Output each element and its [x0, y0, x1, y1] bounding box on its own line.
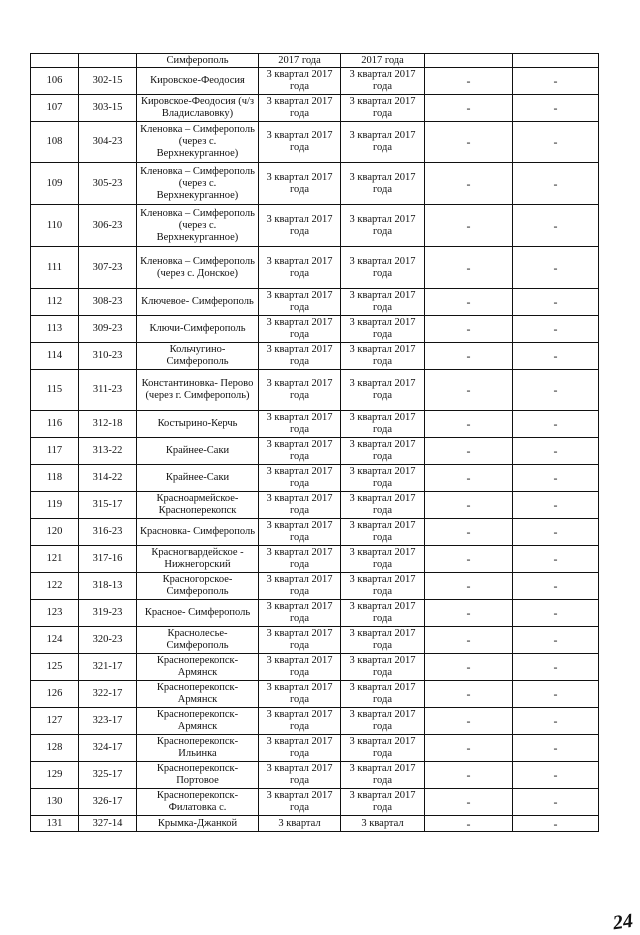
cell-col6: - — [425, 316, 513, 343]
cell-end: 3 квартал 2017 года — [341, 343, 425, 370]
cell-route: Ключи-Симферополь — [137, 316, 259, 343]
table-row — [31, 573, 599, 600]
cell-route: Кольчугино- Симферополь — [137, 343, 259, 370]
cell-end: 3 квартал 2017 года — [341, 708, 425, 735]
cell-code: 316-23 — [79, 519, 137, 546]
cell-end: 3 квартал 2017 года — [341, 600, 425, 627]
cell-route: Ключевое- Симферополь — [137, 289, 259, 316]
cell-end: 3 квартал 2017 года — [341, 627, 425, 654]
cell-col7: - — [513, 708, 599, 735]
cell-route: Крайнее-Саки — [137, 465, 259, 492]
cell-code: 322-17 — [79, 681, 137, 708]
cell-end: 3 квартал 2017 года — [341, 438, 425, 465]
cell-col6: - — [425, 708, 513, 735]
cell-code: 319-23 — [79, 600, 137, 627]
cell-col7: - — [513, 600, 599, 627]
cell-col7: - — [513, 681, 599, 708]
cell-number: 118 — [31, 465, 79, 492]
cell-route: Кленовка – Симферополь (через с. Верхнекурганное) — [137, 205, 259, 247]
cell-code: 305-23 — [79, 163, 137, 205]
table-row — [31, 681, 599, 708]
cell-route: Красновка- Симферополь — [137, 519, 259, 546]
table-row — [31, 343, 599, 370]
cell-col6: - — [425, 546, 513, 573]
cell-code: 324-17 — [79, 735, 137, 762]
cell-route: Красноармейское- Красноперекопск — [137, 492, 259, 519]
cell-end: 3 квартал 2017 года — [341, 519, 425, 546]
table-row-continued — [31, 54, 599, 68]
cell-end: 3 квартал 2017 года — [341, 654, 425, 681]
cell-end: 3 квартал 2017 года — [341, 370, 425, 411]
cell-number: 109 — [31, 163, 79, 205]
cell-route: Красноперекопск- Филатовка с. — [137, 789, 259, 816]
cell-code: 314-22 — [79, 465, 137, 492]
cell-route: Кленовка – Симферополь (через с. Верхнекурганное) — [137, 122, 259, 163]
cell-end: 3 квартал 2017 года — [341, 735, 425, 762]
cell-col7: - — [513, 519, 599, 546]
table-row — [31, 816, 599, 832]
table-row — [31, 492, 599, 519]
cell-number: 123 — [31, 600, 79, 627]
cell-number: 128 — [31, 735, 79, 762]
cell-number: 106 — [31, 68, 79, 95]
cell-start: 3 квартал 2017 года — [259, 573, 341, 600]
cell-col7: - — [513, 316, 599, 343]
cell-number: 107 — [31, 95, 79, 122]
cell-route: Костырино-Керчь — [137, 411, 259, 438]
table-row — [31, 370, 599, 411]
cell-col6: - — [425, 438, 513, 465]
cell-route: Красноперекопск- Ильинка — [137, 735, 259, 762]
cell-col7: - — [513, 816, 599, 832]
cell-col6: - — [425, 492, 513, 519]
cell-number: 130 — [31, 789, 79, 816]
cell-col6: - — [425, 343, 513, 370]
cell-code: 326-17 — [79, 789, 137, 816]
cell-end: 3 квартал 2017 года — [341, 789, 425, 816]
cell-start: 3 квартал 2017 года — [259, 316, 341, 343]
cell-start: 3 квартал 2017 года — [259, 654, 341, 681]
cell-code: 327-14 — [79, 816, 137, 832]
table-row — [31, 122, 599, 163]
cell-col7: - — [513, 205, 599, 247]
cell-code: 306-23 — [79, 205, 137, 247]
cell-code: 318-13 — [79, 573, 137, 600]
cell-route: Красное- Симферополь — [137, 600, 259, 627]
cell-route: Кленовка – Симферополь (через с. Верхнекурганное) — [137, 163, 259, 205]
cell-start: 3 квартал 2017 года — [259, 600, 341, 627]
cell-route: Краснолесье- Симферополь — [137, 627, 259, 654]
table-row — [31, 546, 599, 573]
cell-col7: - — [513, 247, 599, 289]
cell-col6: - — [425, 789, 513, 816]
cell-number: 110 — [31, 205, 79, 247]
cell-route: Симферополь — [137, 54, 259, 68]
cell-number: 121 — [31, 546, 79, 573]
cell-route: Красногорское- Симферополь — [137, 573, 259, 600]
cell-route: Красноперекопск- Портовое — [137, 762, 259, 789]
cell-number: 119 — [31, 492, 79, 519]
cell-number: 129 — [31, 762, 79, 789]
cell-col7: - — [513, 762, 599, 789]
cell-col7: - — [513, 370, 599, 411]
cell-code: 307-23 — [79, 247, 137, 289]
cell-col6 — [425, 54, 513, 68]
cell-route: Кировское-Феодосия (ч/з Владиславовку) — [137, 95, 259, 122]
cell-col7: - — [513, 546, 599, 573]
cell-col7: - — [513, 654, 599, 681]
cell-start: 3 квартал 2017 года — [259, 708, 341, 735]
cell-number: 111 — [31, 247, 79, 289]
cell-col7 — [513, 54, 599, 68]
cell-start: 3 квартал 2017 года — [259, 465, 341, 492]
cell-end: 3 квартал 2017 года — [341, 573, 425, 600]
cell-start: 2017 года — [259, 54, 341, 68]
table-row — [31, 600, 599, 627]
cell-col6: - — [425, 163, 513, 205]
cell-col7: - — [513, 289, 599, 316]
cell-col7: - — [513, 68, 599, 95]
cell-end: 2017 года — [341, 54, 425, 68]
schedule-table — [30, 53, 599, 832]
table-row — [31, 316, 599, 343]
table-row — [31, 205, 599, 247]
cell-number: 120 — [31, 519, 79, 546]
cell-col6: - — [425, 122, 513, 163]
cell-end: 3 квартал 2017 года — [341, 68, 425, 95]
cell-start: 3 квартал 2017 года — [259, 546, 341, 573]
cell-col7: - — [513, 627, 599, 654]
cell-route: Кленовка – Симферополь (через с. Донское) — [137, 247, 259, 289]
cell-code: 313-22 — [79, 438, 137, 465]
table-row — [31, 627, 599, 654]
table-row — [31, 789, 599, 816]
cell-code: 303-15 — [79, 95, 137, 122]
table-row — [31, 438, 599, 465]
cell-col7: - — [513, 735, 599, 762]
cell-start: 3 квартал 2017 года — [259, 95, 341, 122]
cell-code: 304-23 — [79, 122, 137, 163]
cell-col6: - — [425, 247, 513, 289]
cell-col6: - — [425, 370, 513, 411]
cell-number: 114 — [31, 343, 79, 370]
page-number: 24 — [611, 909, 635, 935]
cell-col6: - — [425, 654, 513, 681]
cell-end: 3 квартал 2017 года — [341, 465, 425, 492]
cell-route: Крымка-Джанкой — [137, 816, 259, 832]
cell-col6: - — [425, 573, 513, 600]
cell-col6: - — [425, 465, 513, 492]
cell-end: 3 квартал 2017 года — [341, 546, 425, 573]
cell-col6: - — [425, 95, 513, 122]
table-row — [31, 465, 599, 492]
cell-end: 3 квартал 2017 года — [341, 205, 425, 247]
cell-start: 3 квартал — [259, 816, 341, 832]
cell-code: 302-15 — [79, 68, 137, 95]
cell-start: 3 квартал 2017 года — [259, 122, 341, 163]
cell-number: 124 — [31, 627, 79, 654]
cell-start: 3 квартал 2017 года — [259, 163, 341, 205]
cell-route: Константиновка- Перово (через г. Симферополь) — [137, 370, 259, 411]
cell-col6: - — [425, 519, 513, 546]
cell-start: 3 квартал 2017 года — [259, 492, 341, 519]
cell-start: 3 квартал 2017 года — [259, 205, 341, 247]
cell-end: 3 квартал 2017 года — [341, 681, 425, 708]
cell-start: 3 квартал 2017 года — [259, 735, 341, 762]
cell-start: 3 квартал 2017 года — [259, 370, 341, 411]
schedule-table-page — [30, 53, 635, 935]
cell-number: 126 — [31, 681, 79, 708]
cell-code: 312-18 — [79, 411, 137, 438]
cell-col7: - — [513, 163, 599, 205]
cell-number: 122 — [31, 573, 79, 600]
cell-number: 113 — [31, 316, 79, 343]
cell-code: 311-23 — [79, 370, 137, 411]
cell-number: 115 — [31, 370, 79, 411]
cell-col6: - — [425, 735, 513, 762]
table-row — [31, 411, 599, 438]
cell-end: 3 квартал 2017 года — [341, 163, 425, 205]
cell-code: 325-17 — [79, 762, 137, 789]
cell-col7: - — [513, 122, 599, 163]
cell-code: 310-23 — [79, 343, 137, 370]
cell-start: 3 квартал 2017 года — [259, 519, 341, 546]
cell-start: 3 квартал 2017 года — [259, 681, 341, 708]
cell-code: 308-23 — [79, 289, 137, 316]
cell-end: 3 квартал 2017 года — [341, 95, 425, 122]
cell-route: Красноперекопск- Армянск — [137, 681, 259, 708]
cell-col6: - — [425, 627, 513, 654]
table-row — [31, 735, 599, 762]
cell-route: Красноперекопск- Армянск — [137, 708, 259, 735]
cell-number: 112 — [31, 289, 79, 316]
cell-col6: - — [425, 289, 513, 316]
cell-end: 3 квартал 2017 года — [341, 762, 425, 789]
cell-route: Кировское-Феодосия — [137, 68, 259, 95]
cell-start: 3 квартал 2017 года — [259, 789, 341, 816]
cell-start: 3 квартал 2017 года — [259, 627, 341, 654]
cell-start: 3 квартал 2017 года — [259, 411, 341, 438]
cell-number — [31, 54, 79, 68]
cell-code: 323-17 — [79, 708, 137, 735]
cell-col6: - — [425, 681, 513, 708]
cell-number: 127 — [31, 708, 79, 735]
cell-start: 3 квартал 2017 года — [259, 289, 341, 316]
cell-code: 317-16 — [79, 546, 137, 573]
table-row — [31, 68, 599, 95]
cell-col7: - — [513, 789, 599, 816]
cell-end: 3 квартал 2017 года — [341, 122, 425, 163]
table-row — [31, 708, 599, 735]
cell-code: 309-23 — [79, 316, 137, 343]
cell-route: Красногвардейское - Нижнегорский — [137, 546, 259, 573]
cell-start: 3 квартал 2017 года — [259, 762, 341, 789]
cell-code: 315-17 — [79, 492, 137, 519]
table-row — [31, 95, 599, 122]
cell-code: 321-17 — [79, 654, 137, 681]
table-row — [31, 163, 599, 205]
cell-col6: - — [425, 205, 513, 247]
cell-end: 3 квартал 2017 года — [341, 289, 425, 316]
cell-number: 131 — [31, 816, 79, 832]
table-row — [31, 247, 599, 289]
table-row — [31, 654, 599, 681]
cell-col6: - — [425, 411, 513, 438]
cell-col7: - — [513, 492, 599, 519]
cell-end: 3 квартал 2017 года — [341, 316, 425, 343]
cell-number: 108 — [31, 122, 79, 163]
cell-number: 125 — [31, 654, 79, 681]
cell-col7: - — [513, 343, 599, 370]
cell-col7: - — [513, 95, 599, 122]
cell-col7: - — [513, 465, 599, 492]
table-row — [31, 762, 599, 789]
cell-start: 3 квартал 2017 года — [259, 438, 341, 465]
cell-start: 3 квартал 2017 года — [259, 247, 341, 289]
cell-col6: - — [425, 68, 513, 95]
cell-code — [79, 54, 137, 68]
cell-end: 3 квартал 2017 года — [341, 411, 425, 438]
cell-route: Крайнее-Саки — [137, 438, 259, 465]
cell-col6: - — [425, 762, 513, 789]
cell-col7: - — [513, 438, 599, 465]
cell-number: 117 — [31, 438, 79, 465]
cell-end: 3 квартал 2017 года — [341, 247, 425, 289]
cell-col7: - — [513, 573, 599, 600]
cell-route: Красноперекопск- Армянск — [137, 654, 259, 681]
cell-end: 3 квартал 2017 года — [341, 492, 425, 519]
table-row — [31, 289, 599, 316]
cell-end: 3 квартал — [341, 816, 425, 832]
cell-start: 3 квартал 2017 года — [259, 343, 341, 370]
cell-code: 320-23 — [79, 627, 137, 654]
cell-col6: - — [425, 600, 513, 627]
cell-number: 116 — [31, 411, 79, 438]
cell-col6: - — [425, 816, 513, 832]
cell-col7: - — [513, 411, 599, 438]
cell-start: 3 квартал 2017 года — [259, 68, 341, 95]
table-row — [31, 519, 599, 546]
